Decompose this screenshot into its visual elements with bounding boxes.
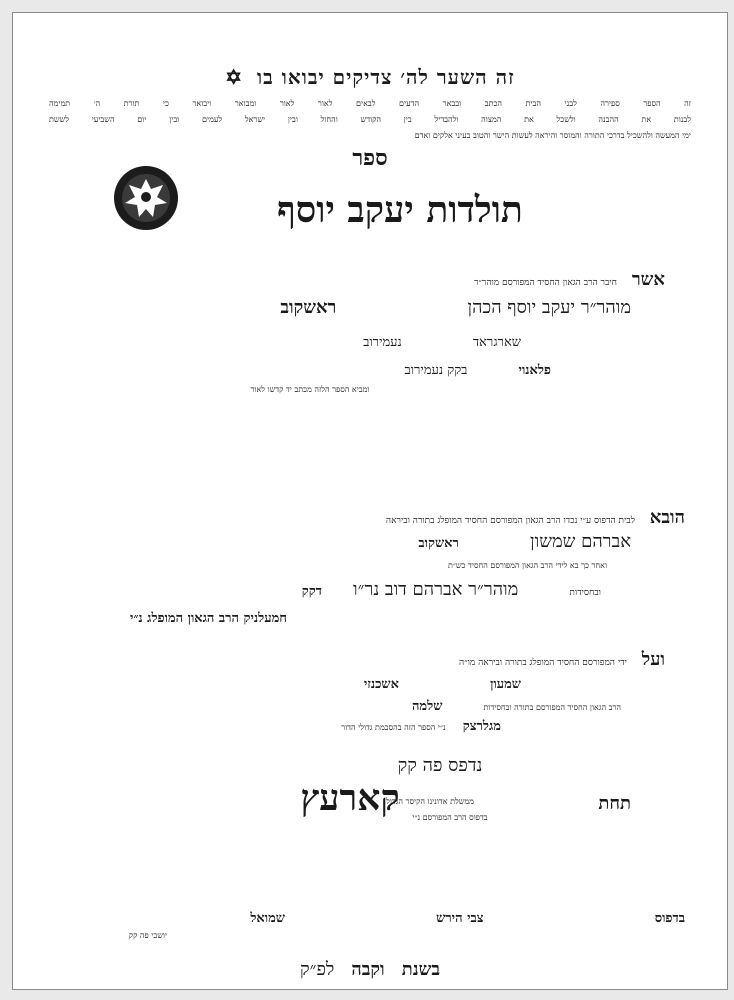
- nidpas-line: [13, 755, 727, 776]
- al-line-4-text: נ״י הספר הזה בהסכמת גדולי הדור: [341, 723, 446, 732]
- author-line-4: [13, 359, 727, 378]
- haba-place: ראשקוב: [418, 536, 459, 551]
- nidpas-label: נדפס פה קק: [397, 755, 483, 776]
- tachat-word: תחת: [598, 793, 631, 814]
- bidfus-line-2: יושבי פה קק: [128, 931, 167, 940]
- asher-word: אשר: [631, 269, 665, 290]
- year-tail: לפ״ק: [299, 959, 335, 980]
- haba-name: אברהם שמשון: [530, 531, 631, 552]
- gate-verse: זה השער לה׳ צדיקים יבואו בו: [257, 65, 515, 89]
- place-glintzk: מגלרצק: [462, 719, 501, 734]
- book-title: תולדות יעקב יוסף: [277, 189, 523, 231]
- star-of-david-icon: ✡: [225, 65, 244, 89]
- bidfus-word: בדפוס: [654, 911, 685, 926]
- place-kk-nemirov: בקק נעמירוב: [404, 363, 468, 378]
- haba-line-4-a: ובחסידות: [569, 588, 601, 598]
- printer-name: צבי הירש: [436, 911, 484, 926]
- year-label: בשנת: [401, 959, 441, 980]
- year-word: וקבה: [351, 959, 385, 980]
- al-ashkenazi: אשכנזי: [363, 677, 399, 692]
- haba-line-4: [13, 579, 727, 600]
- sefer-word: ספר: [352, 145, 388, 171]
- place-nemirov: נעמירוב: [363, 335, 402, 350]
- al-line-3-text: הרב הגאון החסיד המפורסם בתורה ובחסידות: [483, 703, 621, 712]
- haba-dkk: דקק: [301, 584, 322, 599]
- al-line-4: [13, 715, 727, 734]
- al-line-1: [13, 649, 727, 670]
- author-line-1-text: חיבר הרב הגאון החסיד המפורסם מוהר״ר: [474, 278, 617, 288]
- place-shargorod: שארגראד: [472, 335, 521, 350]
- bidfus-line: [13, 907, 727, 926]
- haba-rabbi: מוהר״ר אברהם דוב נר״ו: [353, 579, 519, 600]
- haba-line-3: ואחר כך בא לידי הרב הגאון המפורסם החסיד כש״ת: [447, 561, 607, 570]
- printer-name-2: שמואל: [250, 911, 285, 926]
- gate-verse-line: [13, 65, 727, 90]
- author-line-2: [13, 297, 727, 318]
- al-name-shimon: שמעון: [490, 677, 521, 692]
- al-line-3: [13, 695, 727, 714]
- place-chmielnik: חמעלניק הרב הגאון המופלג נ״י: [130, 611, 287, 626]
- intro-line-1: זה הספר ספירה לבני הבית הכתב ובבאר הדעים לבאים לאור לאור ומבואר ויבואר כי תורת ה׳ תמימה: [49, 99, 691, 108]
- nidpas-line-1: ממשלת אדונינו הקיסר הגדול: [386, 797, 474, 806]
- author-line-1: [13, 269, 727, 290]
- title-page: [12, 12, 728, 990]
- author-line-3: [13, 331, 727, 350]
- author-place: ראשקוב: [280, 297, 337, 318]
- haba-line-2: [13, 531, 727, 552]
- place-polonne: פלאנוי: [518, 363, 551, 378]
- al-line-2: [13, 673, 727, 692]
- city-koretz: קארעץ: [300, 777, 400, 819]
- haba-line-1: [13, 507, 727, 528]
- haba-line-1-text: לבית הדפוס ע״י נכדו הרב הגאון המפורסם החסיד המופלג בתורה וביראה: [385, 516, 635, 526]
- haba-word: הובא: [649, 507, 685, 528]
- intro-line-3: ימי המעשה ולהשכיל בדרכי התורה והמוסר והיראה לעשות הישר והטוב בעיני אלקים ואדם: [414, 131, 691, 140]
- vaal-word: ועל: [641, 649, 665, 670]
- year-line: [13, 959, 727, 980]
- intro-line-2: לבנות את ההבנה ולשכל את המצוה ולהבדיל בין הקודש והחול ובין ישראל לעמים ובין יום השביעי לששת: [49, 115, 691, 124]
- author-note: ומביא הספר הלזה מכתב יד קדשו לאור: [250, 385, 370, 394]
- haba-line-5: [13, 607, 727, 626]
- al-line-1-text: ידי המפורסם החסיד המופלג בתורה וביראה מו״ה: [459, 658, 627, 668]
- nidpas-line-2: בדפוס הרב המפורסם נ״י: [412, 813, 488, 822]
- al-shlomo: שלמה: [411, 699, 443, 714]
- author-name: מוהר״ר יעקב יוסף הכהן: [467, 297, 631, 318]
